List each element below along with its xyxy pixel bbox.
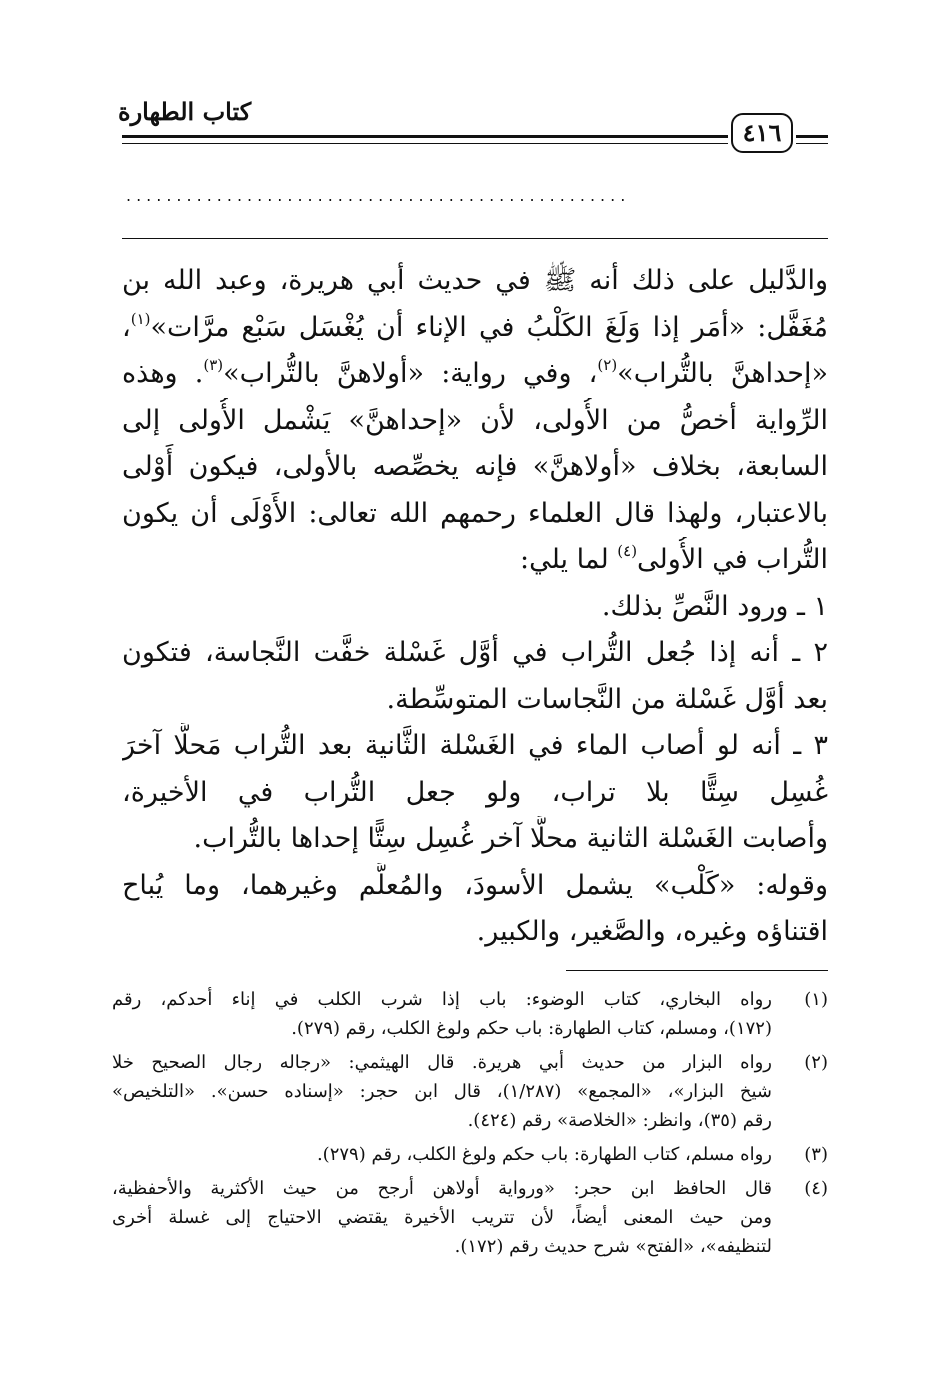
footnote-number: (٤) <box>804 1178 828 1199</box>
footnote-ref: (٣) <box>203 356 224 374</box>
header-rule <box>122 135 728 138</box>
text-line: اقتناؤه وغيره، والصَّغير، والكبير. <box>476 916 828 947</box>
footnote-line: ومن حيث المعنى أيضاً، لأن تتريب الأخيرة يقتضي الاحتياج إلى غسلة أخرى <box>112 1207 772 1228</box>
footnote-ref: (١) <box>130 309 151 328</box>
footnote-line: لتنظيفه»، «الفتح» شرح حديث رقم (١٧٢). <box>454 1236 772 1257</box>
text-line: غُسِل سِتًّا بلا تراب، ولو جعل التُّراب في الأخيرة، <box>122 776 828 808</box>
footnote-number: (٣) <box>804 1144 828 1165</box>
footnote-line: رواه البخاري، كتاب الوضوء: باب إذا شرب الكلب في إناء أحدكم، رقم <box>112 989 772 1010</box>
main-text <box>122 258 828 956</box>
text-line: الرِّواية أخصُّ من الأُولى، لأن «إحداهنَّ» يَشْمل الأُولى إلى <box>122 404 828 436</box>
page-number: ٤١٦ <box>731 113 793 153</box>
footnote-line: رواه مسلم، كتاب الطهارة: باب حكم ولوغ الكلب، رقم (٢٧٩). <box>316 1144 772 1165</box>
text-line: بالاعتبار، ولهذا قال العلماء رحمهم الله تعالى: الأَوْلَى أن يكون <box>122 497 828 529</box>
header-rule <box>796 135 828 138</box>
footnote-separator <box>566 970 828 971</box>
header-rule <box>796 143 828 144</box>
text-line: بعد أوَّل غَسْلة من النَّجاسات المتوسِّطة. <box>386 683 828 715</box>
section-divider <box>122 238 828 239</box>
footnote-number: (١) <box>804 989 828 1010</box>
footnote-line: قال الحافظ ابن حجر: «ورواية أولاهن أرجح من حيث الأكثرية والأحفظية، <box>112 1178 772 1199</box>
list-item: ٣ ـ أنه لو أصاب الماء في الغَسْلة الثَّانية بعد التُّراب مَحلًّا آخرَ <box>122 730 828 761</box>
text-line: التُّراب في الأُولى$^{(٤)}$ لما يلي: <box>519 542 828 575</box>
footnote-line: (١٧٢)، ومسلم، كتاب الطهارة: باب حكم ولوغ الكلب، رقم (٢٧٩). <box>291 1018 772 1039</box>
footnote-line: رقم (٣٥)، وانظر: «الخلاصة» رقم (٤٢٤). <box>467 1110 772 1131</box>
header-rule <box>122 143 728 144</box>
text-line: السابعة، بخلاف «أولاهنَّ» فإنه يخصِّصه بالأولى، فيكون أَوْلى <box>122 451 828 482</box>
list-item: ١ ـ ورود النَّصِّ بذلك. <box>601 590 828 622</box>
text-line: وأصابت الغَسْلة الثانية محلًّا آخر غُسِل سِتًّا إحداها بالتُّراب. <box>193 823 828 854</box>
footnote-line: رواه البزار من حديث أبي هريرة. قال الهيثمي: «رجاله رجال الصحيح خلا <box>112 1052 772 1073</box>
footnotes <box>112 985 828 1266</box>
footnote-line: شيخ البزار»، «المجمع» (١/٢٨٧)، قال ابن حجر: «إسناده حسن». «التلخيص» <box>112 1081 772 1102</box>
footnote <box>112 1140 828 1169</box>
running-header-title: كتاب الطهارة <box>118 97 252 126</box>
dotted-separator: .................................................. <box>126 186 631 205</box>
text-line: وقوله: «كَلْب» يشمل الأسودَ، والمُعلَّم وغيرهما، وما يُباح <box>122 869 828 901</box>
footnote-number: (٢) <box>804 1052 828 1073</box>
footnote-ref: (٤) <box>617 542 638 560</box>
footnote <box>112 1048 828 1135</box>
list-item: ٢ ـ أنه إذا جُعل التُّراب في أوَّل غَسْلة خفَّت النَّجاسة، فتكون <box>122 637 828 668</box>
text-line: مُغَفَّل: «أمَر إذا وَلَغَ الكَلْبُ في الإناء أن يُغْسَل سَبْع مرَّات»$^{(١)}$، <box>122 309 828 343</box>
text-line: والدَّليل على ذلك أنه ﷺ في حديث أبي هريرة، وعبد الله بن <box>122 265 828 296</box>
footnote-ref: (٢) <box>597 356 618 374</box>
footnote <box>112 985 828 1043</box>
text-line: «إحداهنَّ بالتُّراب»$^{(٢)}$، وفي رواية: «أولاهنَّ بالتُّراب»$^{(٣)}$. وهذه <box>122 356 828 389</box>
footnote <box>112 1174 828 1261</box>
